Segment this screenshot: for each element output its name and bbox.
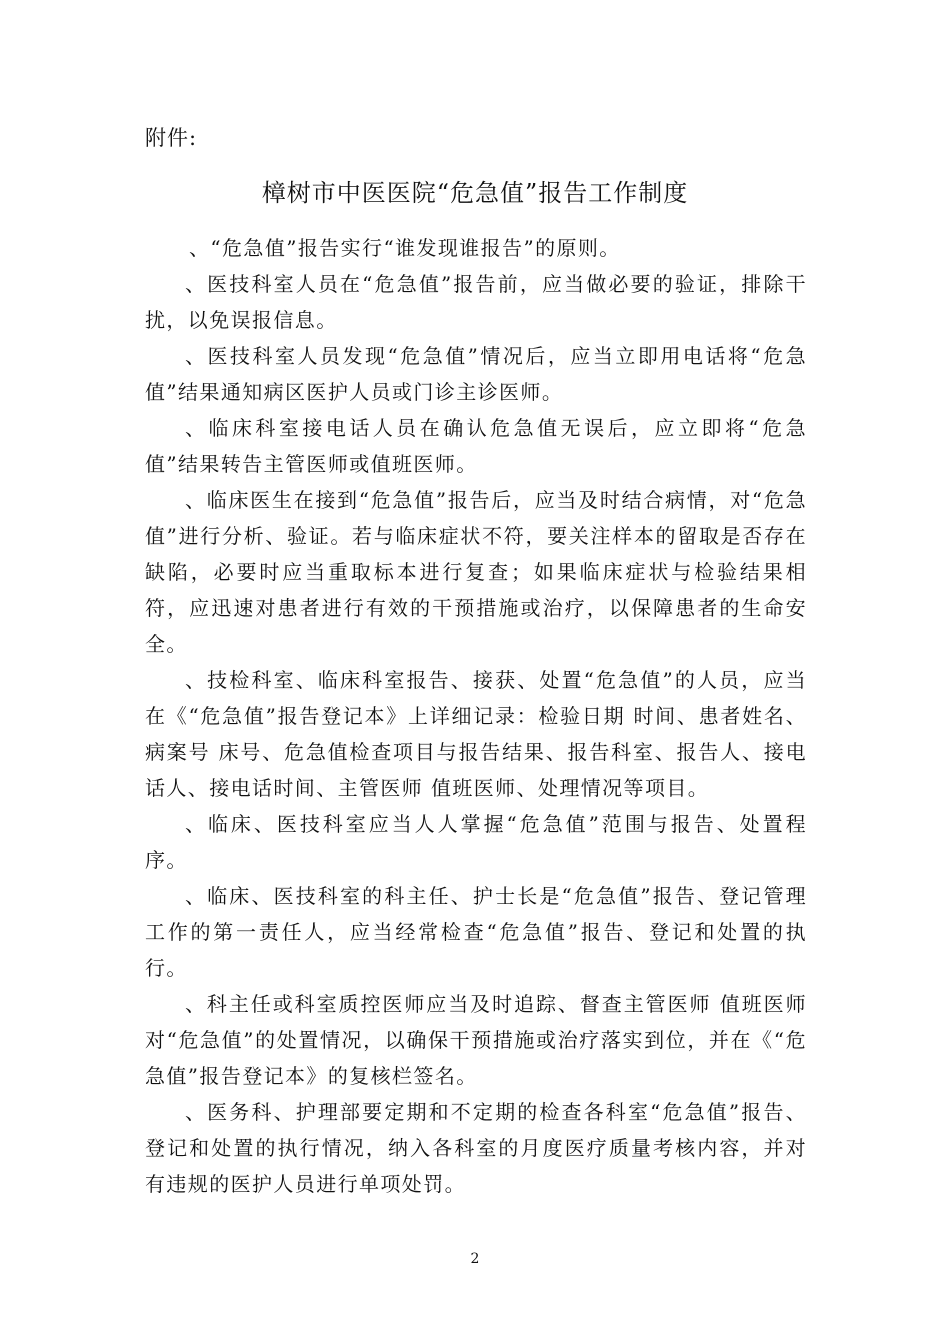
document-title: 樟树市中医医院“危急值”报告工作制度 bbox=[261, 179, 689, 207]
paragraph-2: 、医技科室人员在“危急值”报告前，应当做必要的验证，排除干扰，以免误报信息。 bbox=[145, 272, 807, 332]
attachment-label: 附件: bbox=[145, 126, 198, 150]
document-body bbox=[145, 230, 807, 1202]
paragraph-7: 、临床、医技科室应当人人掌握“危急值”范围与报告、处置程序。 bbox=[145, 812, 807, 872]
paragraph-5: 、临床医生在接到“危急值”报告后，应当及时结合病情，对“危急值”进行分析、验证。若与临床症状不符，要关注样本的留取是否存在缺陷，必要时应当重取标本进行复查；如果临床症状与检验结果相符，应迅速对患者进行有效的干预措施或治疗，以保障患者的生命安全。 bbox=[145, 488, 807, 656]
paragraph-3: 、医技科室人员发现“危急值”情况后，应当立即用电话将“危急值”结果通知病区医护人员或门诊主诊医师。 bbox=[145, 344, 807, 404]
paragraph-10: 、医务科、护理部要定期和不定期的检查各科室“危急值”报告、登记和处置的执行情况，纳入各科室的月度医疗质量考核内容，并对有违规的医护人员进行单项处罚。 bbox=[145, 1100, 807, 1196]
paragraph-6: 、技检科室、临床科室报告、接获、处置“危急值”的人员，应当在《“危急值”报告登记本》上详细记录：检验日期 时间、患者姓名、病案号 床号、危急值检查项目与报告结果、报告科室、报告人、接电话人、接电话时间、主管医师 值班医师、处理情况等项目。 bbox=[145, 668, 807, 800]
paragraph-4: 、临床科室接电话人员在确认危急值无误后，应立即将“危急值”结果转告主管医师或值班医师。 bbox=[145, 416, 807, 476]
paragraph-1: 、“危急值”报告实行“谁发现谁报告”的原则。 bbox=[189, 236, 621, 260]
page-number: 2 bbox=[470, 1251, 480, 1267]
paragraph-9: 、科主任或科室质控医师应当及时追踪、督查主管医师 值班医师对“危急值”的处置情况，以确保干预措施或治疗落实到位，并在《“危急值”报告登记本》的复核栏签名。 bbox=[145, 992, 807, 1088]
paragraph-8: 、临床、医技科室的科主任、护士长是“危急值”报告、登记管理工作的第一责任人，应当经常检查“危急值”报告、登记和处置的执行。 bbox=[145, 884, 807, 980]
